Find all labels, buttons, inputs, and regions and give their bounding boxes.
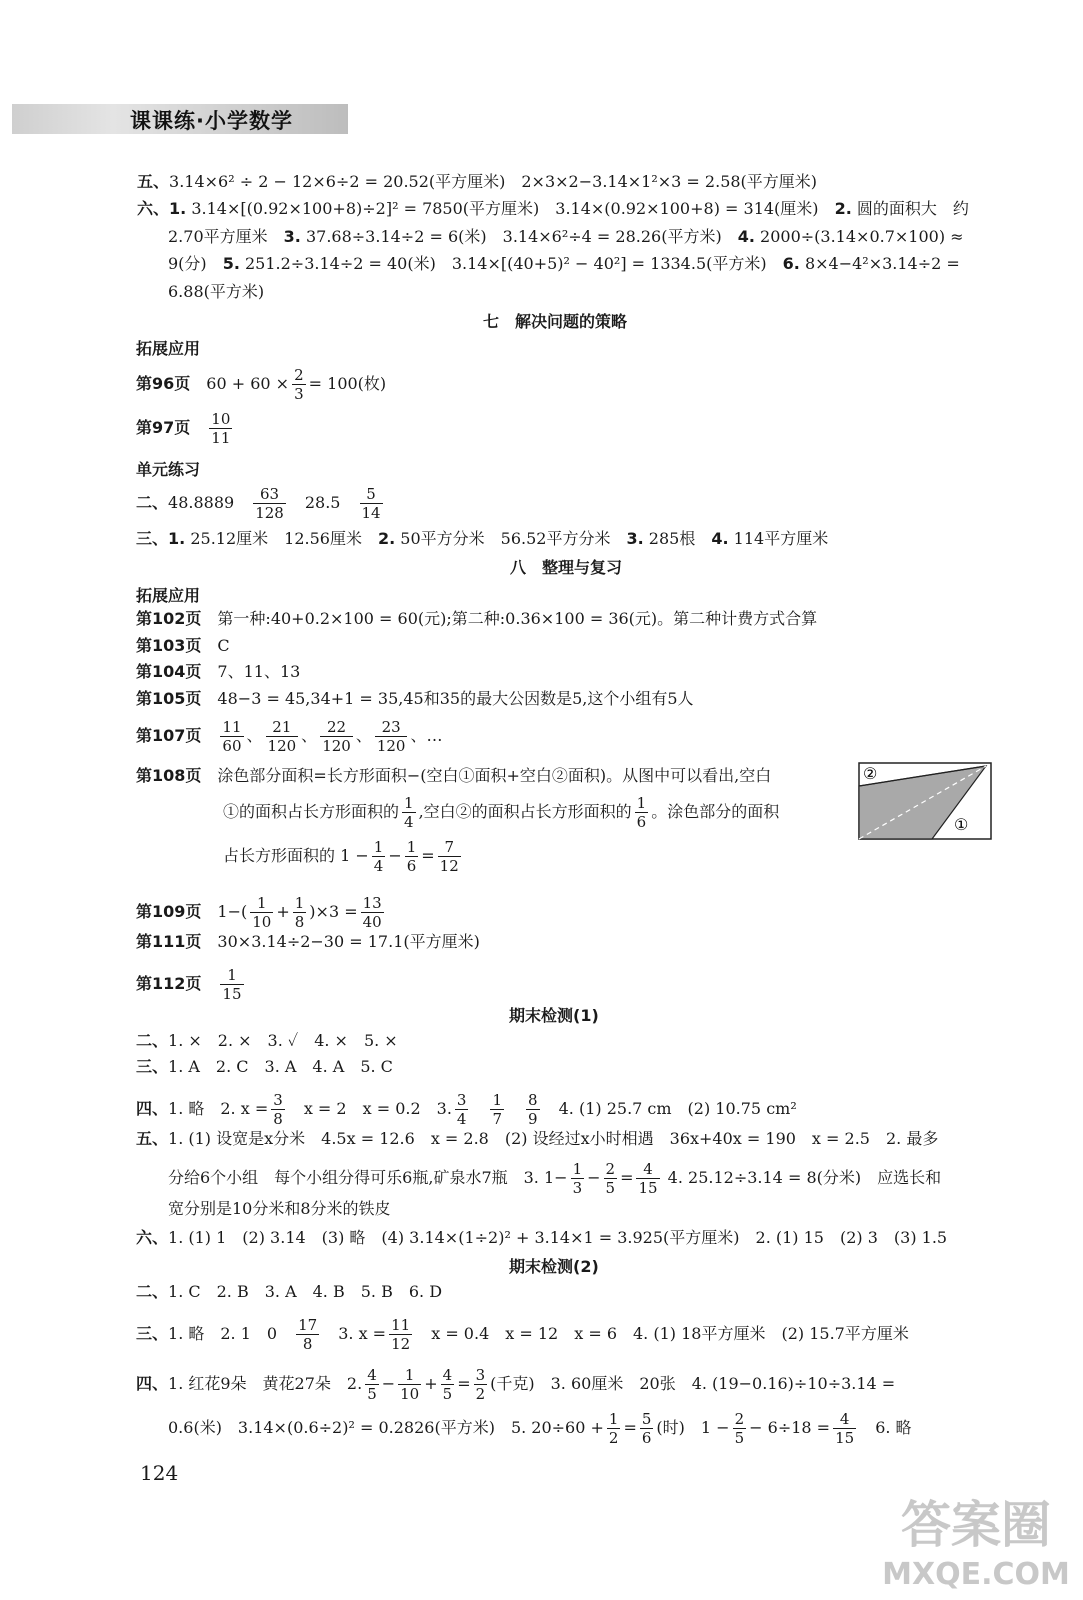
page-number: 124 bbox=[140, 1461, 179, 1485]
answer-line: 第107页 $\frac{11}{60}$ 、 $\frac{21}{120}$ 、 $\frac{22}{120}$ 、 $\frac{23}{120}$ 、… bbox=[136, 718, 443, 755]
answer-line: 分给6个小组 每个小组分得可乐6瓶,矿泉水7瓶 3. 1− $\frac{1}{3}$ − $\frac{2}{5}$ = $\frac{4}{15}$ 4. 25.12÷3.14 = 8(分米) 应选长和 bbox=[168, 1160, 942, 1197]
answer-line: 二、48.8889 $\frac{63}{128}$ 28.5 $\frac{5}{14}$ bbox=[136, 485, 381, 522]
answer-line: 六、1. 3.14×[(0.92×100+8)÷2]² = 7850(平方厘米) 3.14×(0.92×100+8) = 314(厘米) 2. 圆的面积大 约 bbox=[137, 199, 969, 218]
answer-line: 6.88(平方米) bbox=[168, 282, 265, 301]
figure-label-1: ① bbox=[954, 815, 969, 834]
answer-line: 四、1. 略 2. x = $\frac{3}{8}$ x = 2 x = 0.2 3. $\frac{3}{4}$ $\frac{1}{7}$ $\frac{8}{9}$ 4. (1) 25.7 cm (2) 10.75 cm² bbox=[136, 1091, 797, 1128]
section-heading: 单元练习 bbox=[136, 460, 201, 479]
exam-title: 期末检测(1) bbox=[509, 1006, 599, 1025]
answer-line: 宽分别是10分米和8分米的铁皮 bbox=[168, 1199, 391, 1218]
figure-label-2: ② bbox=[863, 764, 878, 783]
answer-line: 第105页 48−3 = 45,34+1 = 35,45和35的最大公因数是5,这个小组有5人 bbox=[136, 689, 694, 708]
answer-line: 四、1. 红花9朵 黄花27朵 2. $\frac{4}{5}$ − $\frac{1}{10}$ + $\frac{4}{5}$ = $\frac{3}{2}$ (千克) 3. 60厘米 20张 4. (19−0.16)÷10÷3.14 = bbox=[136, 1366, 896, 1403]
watermark-url: MXQE.COM bbox=[882, 1557, 1070, 1592]
watermark-logo bbox=[876, 1484, 1076, 1594]
answer-line: 0.6(米) 3.14×(0.6÷2)² = 0.2826(平方米) 5. 20÷60 + $\frac{1}{2}$ = $\frac{5}{6}$ (时) 1 − $\frac{2}{5}$ − 6÷18 = $\frac{4}{15}$ 6. 略 bbox=[168, 1410, 912, 1447]
watermark-text: 答案圈 bbox=[901, 1496, 1051, 1554]
header-title: 课课练·小学数学 bbox=[130, 109, 293, 133]
answer-line: 第111页 30×3.14÷2−30 = 17.1(平方厘米) bbox=[136, 932, 480, 951]
answer-line: 二、1. C 2. B 3. A 4. B 5. B 6. D bbox=[136, 1282, 443, 1301]
chapter-title: 七 解决问题的策略 bbox=[483, 312, 628, 331]
answer-line: 第108页 涂色部分面积=长方形面积−(空白①面积+空白②面积)。从图中可以看出,空白 bbox=[136, 766, 772, 785]
answer-line: 三、1. 25.12厘米 12.56厘米 2. 50平方分米 56.52平方分米 3. 285根 4. 114平方厘米 bbox=[136, 529, 829, 548]
answer-line: 三、1. 略 2. 1 0 $\frac{17}{8}$ 3. x = $\frac{11}{12}$ x = 0.4 x = 12 x = 6 4. (1) 18平方厘米 (2) 15.7平方厘米 bbox=[136, 1316, 909, 1353]
answer-line: 占长方形面积的 1 − $\frac{1}{4}$ − $\frac{1}{6}$ = $\frac{7}{12}$ bbox=[223, 838, 459, 875]
section-heading: 拓展应用 bbox=[136, 586, 201, 605]
answer-line: 第96页 60 + 60 × $\frac{2}{3}$ = 100(枚) bbox=[136, 366, 387, 403]
answer-line: 六、1. (1) 1 (2) 3.14 (3) 略 (4) 3.14×(1÷2)² + 3.14×1 = 3.925(平方厘米) 2. (1) 15 (2) 3 (3) 1.5 bbox=[136, 1228, 948, 1247]
answer-line: 第112页 $\frac{1}{15}$ bbox=[136, 966, 242, 1003]
answer-line: 五、3.14×6² ÷ 2 − 12×6÷2 = 20.52(平方厘米) 2×3×2−3.14×1²×3 = 2.58(平方厘米) bbox=[137, 172, 818, 191]
answer-line: 第104页 7、11、13 bbox=[136, 662, 301, 681]
answer-line: 第109页 1−( $\frac{1}{10}$ + $\frac{1}{8}$ )×3 = $\frac{13}{40}$ bbox=[136, 894, 382, 931]
answer-line: 第103页 C bbox=[136, 636, 230, 655]
answer-line: 第102页 第一种:40+0.2×100 = 60(元);第二种:0.36×100 = 36(元)。第二种计费方式合算 bbox=[136, 609, 818, 628]
answer-line: 2.70平方厘米 3. 37.68÷3.14÷2 = 6(米) 3.14×6²÷4 = 28.26(平方米) 4. 2000÷(3.14×0.7×100) ≈ bbox=[168, 227, 964, 246]
chapter-title: 八 整理与复习 bbox=[510, 558, 623, 577]
section-heading: 拓展应用 bbox=[136, 339, 201, 358]
answer-line: 五、1. (1) 设宽是x分米 4.5x = 12.6 x = 2.8 (2) 设经过x小时相遇 36x+40x = 190 x = 2.5 2. 最多 bbox=[136, 1129, 939, 1148]
answer-line: 9(分) 5. 251.2÷3.14÷2 = 40(米) 3.14×[(40+5)² − 40²] = 1334.5(平方米) 6. 8×4−4²×3.14÷2 = bbox=[168, 254, 960, 273]
page-header bbox=[12, 104, 348, 134]
answer-line: 第97页 $\frac{10}{11}$ bbox=[136, 410, 231, 447]
answer-line: ①的面积占长方形面积的 $\frac{1}{4}$ ,空白②的面积占长方形面积的 $\frac{1}{6}$ 。涂色部分的面积 bbox=[223, 794, 780, 831]
rectangle-figure bbox=[858, 762, 992, 840]
answer-line: 三、1. A 2. C 3. A 4. A 5. C bbox=[136, 1057, 393, 1076]
exam-title: 期末检测(2) bbox=[509, 1257, 599, 1276]
answer-line: 二、1. × 2. × 3. ✓ 4. × 5. × bbox=[136, 1031, 398, 1050]
